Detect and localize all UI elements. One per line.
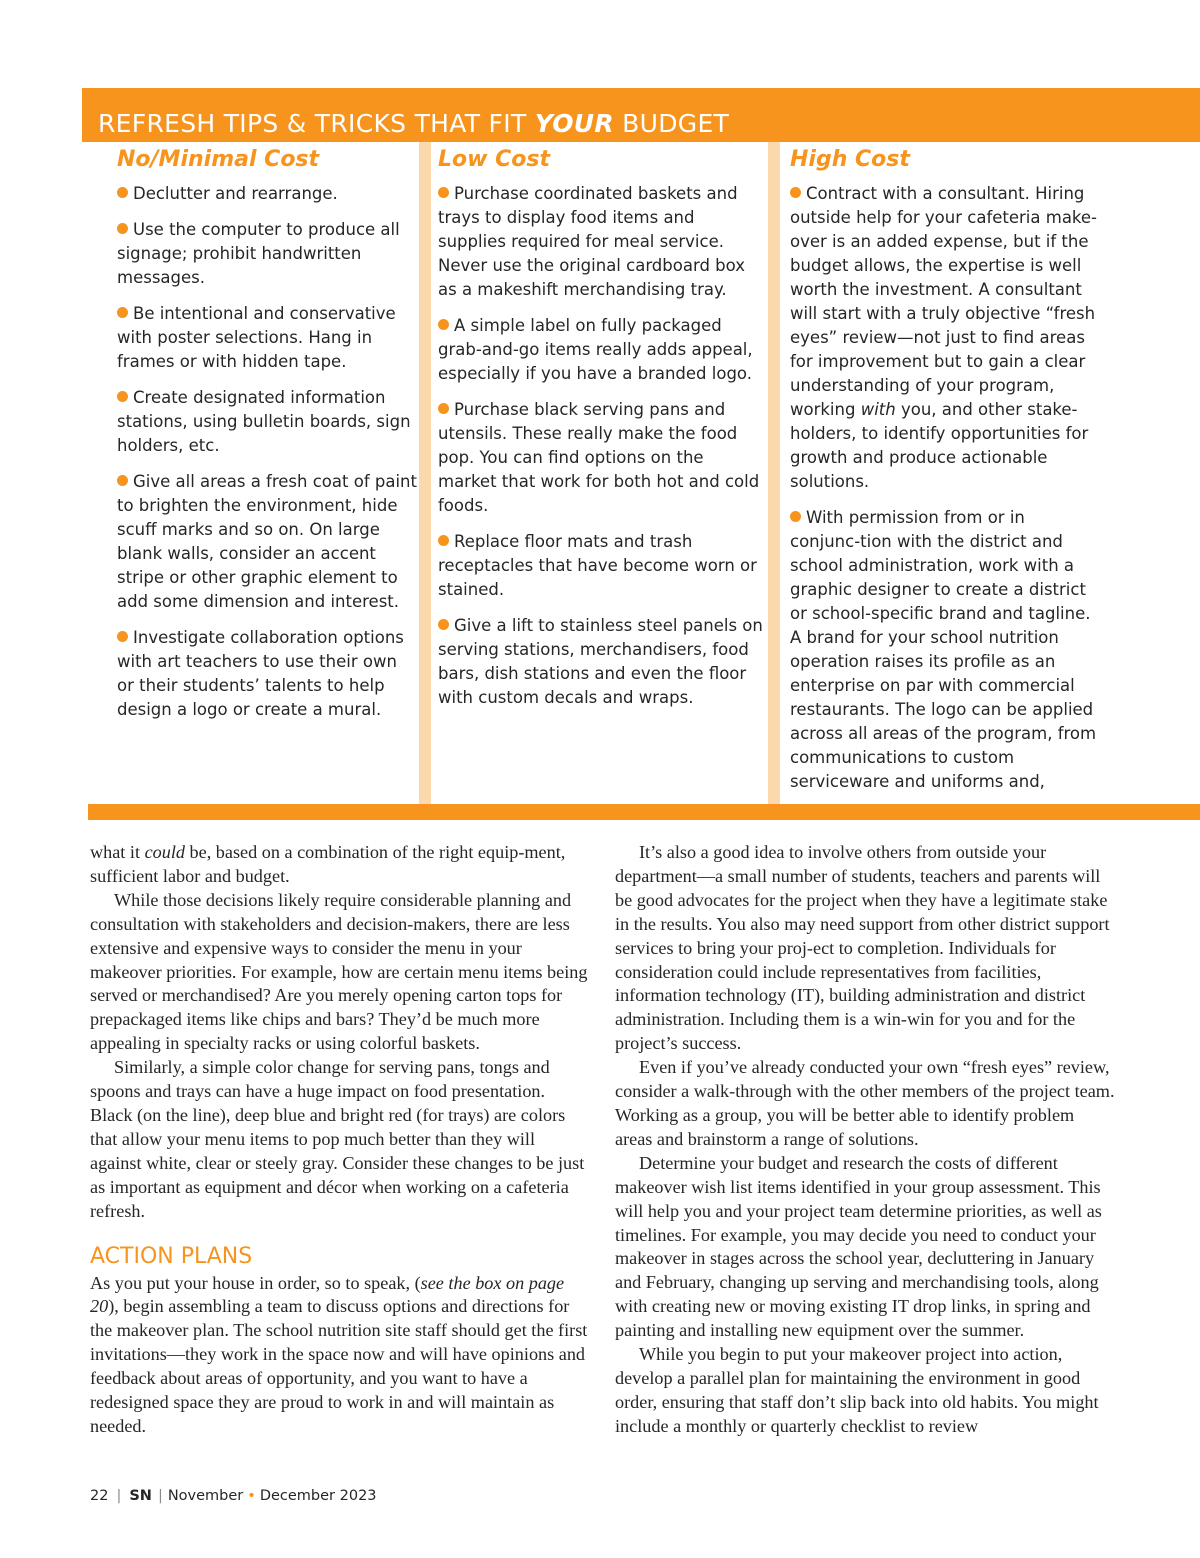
tip-item — [438, 398, 763, 518]
body-paragraph: Similarly, a simple color change for serving pans, tongs and spoons and trays can have a huge impact on food presentation. Black (on the line), deep blue and bright red (for trays) are colors that allow your menu items to pop much better than they will against white, clear or steely gray. Consider these changes to be just as important as equipment and décor when working on a cafeteria refresh. — [90, 1057, 585, 1221]
bullet-dot-icon — [117, 475, 128, 486]
column-divider — [419, 142, 431, 804]
bullet-dot-icon — [117, 187, 128, 198]
body-paragraph: While you begin to put your makeover project into action, develop a parallel plan for maintaining the environment in good order, ensuring that staff don’t slip back into old habits. You might include a monthly or quarterly checklist to review — [615, 1344, 1099, 1436]
tip-text: Replace floor mats and trash receptacles that have become worn or stained. — [438, 532, 757, 599]
tip-item — [438, 182, 763, 302]
tip-emphasis: with — [860, 400, 896, 419]
tip-item — [790, 506, 1100, 794]
tip-text: Contract with a consultant. Hiring outside help for your cafeteria make-over is an added expense, but if the budget allows, the expertise is well worth the investment. A consultant will start with a truly objective “fresh eyes” review—not just to find areas for improvement but to gain a clear understanding of your program, working — [790, 184, 1098, 419]
text-run: As you put your house in order, so to speak, ( — [90, 1272, 421, 1293]
body-paragraph — [90, 1272, 590, 1439]
tip-text: Give all areas a fresh coat of paint to brighten the environment, hide scuff marks and so on. On large blank walls, consider an accent stripe or other graphic element to add some dimension and interest. — [117, 472, 417, 611]
tips-column-no-minimal-cost — [117, 144, 417, 734]
bullet-dot-icon — [438, 403, 449, 414]
article-column-left — [90, 841, 590, 1439]
publication-name: SN — [129, 1488, 152, 1504]
tip-item — [117, 182, 417, 206]
tip-text: you, and other stake-holders, to identify opportunities for growth and produce actionable solutions. — [790, 400, 1089, 491]
title-emphasis: YOUR — [534, 109, 614, 138]
bullet-dot-icon — [790, 511, 801, 522]
tip-text: Investigate collaboration options with art teachers to use their own or their students’ talents to help design a logo or create a mural. — [117, 628, 404, 719]
bullet-dot-icon — [438, 319, 449, 330]
bullet-dot-icon — [438, 535, 449, 546]
text-run: what it — [90, 842, 145, 862]
section-heading: ACTION PLANS — [90, 1243, 253, 1269]
tip-text: Be intentional and conservative with poster selections. Hang in frames or with hidden tape. — [117, 304, 396, 371]
tips-column-high-cost — [790, 144, 1100, 806]
body-paragraph: While those decisions likely require considerable planning and consultation with stakeholders and decision-makers, there are less extensive and expensive ways to consider the menu in your makeover priorities. For example, how are certain menu items being served or merchandised? Are you merely opening carton tops for prepackaged items like chips and bars? They’d be much more appealing in specialty racks or using colorful baskets. — [90, 889, 588, 1054]
sidebar-banner — [82, 88, 1200, 142]
tip-text: Purchase black serving pans and utensils. These really make the food pop. You can find options on the market that work for both hot and cold foods. — [438, 400, 760, 515]
title-part: REFRESH TIPS & TRICKS THAT FIT — [98, 109, 535, 138]
tip-text: Declutter and rearrange. — [133, 184, 338, 203]
column-divider — [768, 142, 780, 804]
bullet-dot-icon — [117, 223, 128, 234]
footer-separator: | — [157, 1488, 163, 1504]
bullet-dot-icon — [117, 391, 128, 402]
tip-item — [438, 530, 763, 602]
column-heading: Low Cost — [438, 147, 550, 172]
column-heading: No/Minimal Cost — [117, 147, 320, 172]
tips-column-low-cost — [438, 144, 763, 722]
title-part: BUDGET — [613, 109, 730, 138]
tip-text: Use the computer to produce all signage; prohibit handwritten messages. — [117, 220, 400, 287]
tip-item — [117, 470, 417, 614]
tip-list — [790, 182, 1100, 794]
tip-text: With permission from or in conjunc-tion with the district and school administration, work with a graphic designer to create a district or school-specific brand and tagline. A brand for your school nutrition operation raises its profile as an enterprise on par with commercial restaurants. The logo can be applied across all areas of the program, from communications to custom serviceware and uniforms and, — [790, 508, 1097, 791]
tip-text: Create designated information stations, using bulletin boards, sign holders, etc. — [117, 388, 411, 455]
bullet-dot-icon — [117, 631, 128, 642]
text-emphasis: see the box on page 20 — [90, 1272, 565, 1317]
body-paragraph: Even if you’ve already conducted your own “fresh eyes” review, consider a walk-through with the other members of the project team. Working as a group, you will be better able to identify problem areas and brainstorm a range of solutions. — [615, 1057, 1115, 1149]
sidebar-bottom-rule — [88, 804, 1200, 820]
page-number: 22 — [90, 1488, 109, 1504]
text-run: be, based on a combination of the right equip-ment, sufficient labor and budget. — [90, 842, 566, 886]
issue-month: December 2023 — [259, 1488, 377, 1504]
issue-month: November — [167, 1488, 244, 1504]
body-paragraph: It’s also a good idea to involve others from outside your department—a small number of students, teachers and parents will be good advocates for the project when they have a legitimate stake in the results. You also may need support from other district support services to bring your proj-ect to completion. Individuals for consideration could include representatives from facilities, information technology (IT), building administration and district administration. Including them is a win-win for you and for the project’s success. — [615, 842, 1110, 1054]
tip-list — [438, 182, 763, 710]
article-column-right — [615, 841, 1115, 1439]
footer-dot: • — [247, 1488, 256, 1504]
body-paragraph: Determine your budget and research the costs of different makeover wish list items identified in your group assessment. This will help you and your project team determine priorities, as well as timelines. For example, you may decide you need to conduct your makeover in stages across the school year, decluttering in January and February, changing up serving and merchandising tools, along with creating new or moving existing IT drop links, in spring and painting and installing new equipment over the summer. — [615, 1152, 1102, 1341]
bullet-dot-icon — [438, 619, 449, 630]
sidebar-title — [98, 109, 729, 138]
tip-item — [117, 386, 417, 458]
tip-item — [438, 614, 763, 710]
bullet-dot-icon — [438, 187, 449, 198]
tip-item — [117, 218, 417, 290]
tip-item — [117, 302, 417, 374]
footer-separator: | — [116, 1488, 122, 1504]
tip-item — [790, 182, 1100, 494]
tip-list — [117, 182, 417, 722]
tip-text: A simple label on fully packaged grab-and-go items really adds appeal, especially if you have a branded logo. — [438, 316, 753, 383]
column-heading: High Cost — [790, 147, 910, 172]
text-emphasis: could — [144, 842, 185, 862]
tip-item — [438, 314, 763, 386]
bullet-dot-icon — [117, 307, 128, 318]
text-run: ), begin assembling a team to discuss options and directions for the makeover plan. The school nutrition site staff should get the first invitations—they work in the space now and will have opinions and feedback about areas of opportunity, and you want to have a redesigned space they are proud to work in and will maintain as needed. — [90, 1296, 588, 1436]
tip-item — [117, 626, 417, 722]
tip-text: Purchase coordinated baskets and trays to display food items and supplies required for meal service. Never use the original cardboard box as a makeshift merchandising tray. — [438, 184, 745, 299]
tip-text: Give a lift to stainless steel panels on serving stations, merchandisers, food bars, dish stations and even the floor with custom decals and wraps. — [438, 616, 763, 707]
page-footer — [90, 1488, 377, 1504]
bullet-dot-icon — [790, 187, 801, 198]
body-paragraph — [90, 841, 590, 889]
